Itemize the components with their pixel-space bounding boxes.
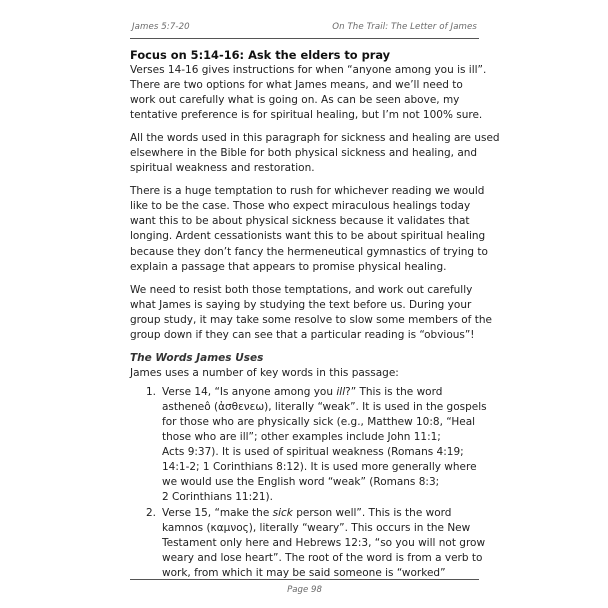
text-line: longing. Ardent cessationists want this to be about spiritual healing (130, 230, 486, 243)
page-number: Page 98 (287, 585, 322, 595)
emphasized-word: sick (272, 507, 293, 520)
emphasized-word: ill (336, 385, 346, 398)
list-item (130, 385, 487, 505)
paragraph (130, 184, 488, 274)
paragraphs (130, 63, 500, 343)
paragraph (130, 131, 500, 176)
section-heading: Focus on 5:14-16: Ask the elders to pray (130, 48, 391, 62)
list-number: 1. (146, 385, 157, 398)
text-line: we would use the English word “weak” (Romans 8:3; (162, 476, 440, 489)
text-line: work, from which it may be said someone is “worked” (162, 567, 446, 580)
key-words-list (130, 385, 487, 582)
text-line: because they don’t fancy the hermeneutical gymnastics of trying to (130, 245, 488, 258)
text-line: Verse 14, “Is anyone among you ill?” This is the word (162, 385, 443, 398)
page-body (130, 47, 500, 582)
text-line: There are two options for what James means, and we’ll need to (130, 79, 463, 92)
text-line: spiritual weakness and restoration. (130, 162, 315, 175)
text-line: group down if they can see that a particular reading is “obvious”! (130, 328, 475, 341)
text-line: Verse 15, “make the sick person well”. This is the word (162, 507, 452, 520)
paragraph (130, 63, 487, 123)
text-line: All the words used in this paragraph for sickness and healing are used (130, 132, 500, 145)
text-line: for those who are physically sick (e.g., Matthew 10:8, “Heal (162, 415, 476, 428)
header-book-title: On The Trail: The Letter of James (332, 22, 477, 32)
text-line: those who are ill”; other examples include John 11:1; (162, 430, 441, 443)
text-line: Verses 14-16 gives instructions for when “anyone among you is ill”. (130, 64, 487, 76)
subheading: The Words James Uses (130, 351, 264, 364)
text-line: Testament only here and Hebrews 12:3, “so you will not grow (162, 537, 486, 550)
text-line: tentative preference is for spiritual healing, but I’m not 100% sure. (130, 109, 483, 122)
text-line: group study, it may take some resolve to slow some members of the (130, 313, 492, 326)
text-line: like to be the case. Those who expect miraculous healings today (130, 200, 471, 213)
text-line: There is a huge temptation to rush for whichever reading we would (130, 185, 485, 198)
text-line: want this to be about physical sickness because it validates that (130, 215, 470, 228)
header-rule (130, 38, 479, 39)
text-line: astheneô (ἀσθενεω), literally “weak”. It is used in the gospels (162, 400, 487, 413)
text-line: 14:1-2; 1 Corinthians 8:12). It is used more generally where (162, 461, 477, 474)
text-line: 2 Corinthians 11:21). (162, 491, 273, 504)
text-line: explain a passage that appears to promise physical healing. (130, 260, 447, 273)
header-chapter-ref: James 5:7-20 (132, 22, 190, 32)
text-line: work out carefully what is going on. As can be seen above, my (130, 94, 460, 107)
text-line: kamnos (καμνος), literally “weary”. This occurs in the New (162, 522, 471, 535)
paragraph (130, 283, 492, 343)
list-number: 2. (146, 507, 157, 520)
text-line: elsewhere in the Bible for both physical sickness and healing, and (130, 147, 478, 160)
text-line: weary and lose heart”. The root of the word is from a verb to (162, 552, 483, 565)
list-item (130, 506, 486, 581)
text-line: what James is saying by studying the text before us. During your (130, 298, 472, 311)
text-line: Acts 9:37). It is used of spiritual weakness (Romans 4:19; (162, 446, 464, 459)
text-line: We need to resist both those temptations, and work out carefully (130, 283, 473, 296)
footer-rule (130, 579, 479, 580)
list-intro: James uses a number of key words in this passage: (130, 366, 399, 379)
